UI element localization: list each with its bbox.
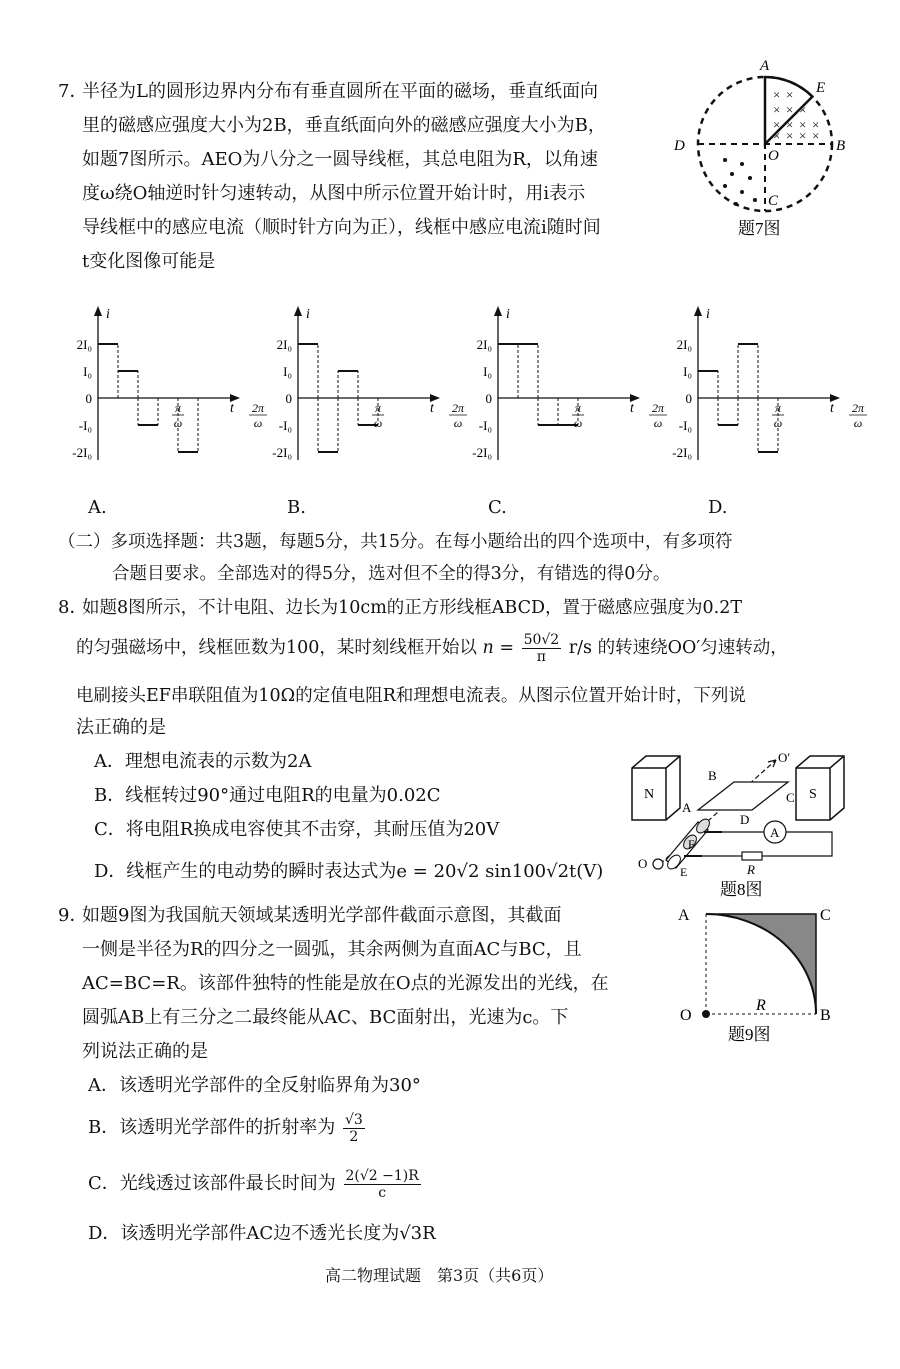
y-tick-2i0: 2I₀	[276, 337, 292, 352]
x-tick-pi-den: ω	[773, 416, 783, 430]
t-axis-label: t	[230, 401, 234, 416]
x-tick-2pi-num: 2π	[251, 401, 265, 415]
q9-option-c[interactable]	[88, 1166, 423, 1202]
i-axis-arrow	[94, 306, 102, 316]
x-tick-pi-den: ω	[573, 416, 583, 430]
q9-option-b-fraction	[343, 1112, 365, 1145]
q9-option-b-text: B．该透明光学部件的折射率为	[88, 1117, 336, 1138]
svg-text:×: ×	[812, 128, 820, 143]
fig8-label-b: B	[708, 768, 717, 783]
graph-c-option[interactable]	[451, 300, 665, 470]
i-axis-label: i	[706, 307, 710, 322]
q8-speed-numerator: 50√2	[523, 632, 560, 648]
svg-text:×: ×	[786, 128, 794, 143]
svg-text:×: ×	[799, 102, 807, 117]
q9-option-b-denominator: 2	[349, 1128, 359, 1145]
svg-text:×: ×	[773, 102, 781, 117]
fig9-label-o: O	[680, 1007, 692, 1024]
q9-option-a[interactable]: A．该透明光学部件的全反射临界角为30°	[88, 1075, 421, 1096]
y-tick-2i0: 2I₀	[676, 337, 692, 352]
section-2-line-1: （二）多项选择题：共3题，每题5分，共15分。在每小题给出的四个选项中，有多项符	[58, 532, 733, 552]
y-tick-minus-i0: -I₀	[478, 418, 492, 433]
q9-line-2: 一侧是半径为R的四分之一圆弧，其余两侧为直面AC与BC，且	[82, 939, 582, 960]
q9-line-5: 列说法正确的是	[82, 1041, 208, 1062]
x-tick-2pi-num: 2π	[651, 401, 665, 415]
i-axis-arrow	[294, 306, 302, 316]
n-pole-magnet	[632, 756, 680, 820]
fig9-caption: 题9图	[728, 1025, 771, 1044]
figure-7	[670, 52, 860, 242]
q9-line-3: AC=BC=R。该部件独特的性能是放在O点的光源发出的光线，在	[82, 973, 609, 994]
coil-abcd	[698, 782, 788, 810]
q8-line-2	[76, 630, 788, 666]
x-tick-2pi-num: 2π	[851, 401, 865, 415]
fig8-label-a: A	[682, 800, 692, 815]
y-tick-minus-2i0: -2I₀	[72, 445, 92, 460]
x-tick-2pi-den: ω	[653, 416, 663, 430]
q7-line-2: 里的磁感应强度大小为2B，垂直纸面向外的磁感应强度大小为B，	[82, 115, 606, 136]
q8-line-2-a: 的匀强磁场中，线框匝数为100，某时刻线框开始以	[76, 638, 477, 658]
fig9-label-r: R	[756, 997, 766, 1014]
q7-option-a[interactable]: A.	[88, 497, 107, 518]
y-tick-i0: I₀	[83, 364, 92, 379]
y-tick-i0: I₀	[283, 364, 292, 379]
fig8-label-o: O	[638, 856, 648, 871]
page-footer: 高二物理试题 第3页（共6页）	[325, 1266, 554, 1285]
q9-option-b[interactable]	[88, 1110, 367, 1146]
figure-8	[626, 752, 856, 902]
fig9-label-b: B	[820, 1007, 831, 1024]
fig9-label-c: C	[820, 907, 831, 924]
q7-line-1: 半径为L的圆形边界内分布有垂直圆所在平面的磁场，垂直纸面向	[82, 81, 598, 102]
q9-option-c-denominator: c	[378, 1184, 387, 1201]
q9-option-c-fraction	[344, 1168, 421, 1201]
q8-line-1: 如题8图所示，不计电阻、边长为10cm的正方形线框ABCD，置于磁感应强度为0.2T	[82, 598, 743, 618]
x-tick-pi-den: ω	[173, 416, 183, 430]
q7-option-b[interactable]: B.	[287, 497, 306, 518]
svg-text:×: ×	[773, 128, 781, 143]
x-tick-2pi-den: ω	[253, 416, 263, 430]
q8-line-3: 电刷接头EF串联阻值为10Ω的定值电阻R和理想电流表。从图示位置开始计时，下列说	[76, 686, 746, 706]
q7-line-4: 度ω绕O轴逆时针匀速转动，从图中所示位置开始计时，用i表示	[82, 183, 586, 204]
fig8-label-ammeter: A	[770, 825, 780, 840]
svg-text:×: ×	[786, 87, 794, 102]
q9-option-b-numerator: √3	[344, 1111, 363, 1128]
x-tick-pi-num: π	[774, 401, 782, 415]
svg-text:×: ×	[812, 117, 820, 132]
q8-option-d[interactable]: D．线框产生的电动势的瞬时表达式为e = 20√2 sin100√2t(V)	[94, 861, 604, 882]
q9-option-d[interactable]: D．该透明光学部件AC边不透光长度为√3R	[88, 1223, 436, 1244]
fig8-caption: 题8图	[720, 880, 763, 899]
i-axis-label: i	[306, 307, 310, 322]
q9-number: 9．	[58, 905, 88, 926]
graph-d-option[interactable]	[651, 300, 865, 470]
q8-speed-fraction	[522, 632, 562, 665]
y-tick-i0: I₀	[683, 364, 692, 379]
q9-line-4: 圆弧AB上有三分之二最终能从AC、BC面射出，光速为c。下	[82, 1007, 569, 1028]
y-tick-2i0: 2I₀	[476, 337, 492, 352]
q7-option-d[interactable]: D.	[708, 497, 728, 518]
svg-text:×: ×	[799, 117, 807, 132]
y-tick-minus-2i0: -2I₀	[472, 445, 492, 460]
resistor-r	[742, 852, 762, 860]
q9-option-c-numerator: 2(√2 −1)R	[345, 1167, 419, 1184]
fig8-label-n: N	[644, 787, 655, 802]
x-tick-2pi-den: ω	[853, 416, 863, 430]
q8-line-4: 法正确的是	[76, 717, 166, 738]
i-axis-arrow	[494, 306, 502, 316]
i-axis-arrow	[694, 306, 702, 316]
q8-line-2-b: r/s 的转速绕OO′匀速转动，	[568, 638, 788, 658]
fig8-label-o-prime: O′	[778, 750, 791, 765]
x-tick-2pi-den: ω	[453, 416, 463, 430]
fig8-label-r: R	[747, 862, 755, 877]
q9-option-c-text: C．光线透过该部件最长时间为	[88, 1173, 336, 1194]
fig7-label-d: D	[674, 138, 685, 154]
q8-option-c[interactable]: C．将电阻R换成电容使其不击穿，其耐压值为20V	[94, 819, 500, 840]
svg-text:×: ×	[773, 87, 781, 102]
y-tick-minus-i0: -I₀	[278, 418, 292, 433]
graph-a-option[interactable]	[54, 300, 265, 470]
svg-text:×: ×	[786, 117, 794, 132]
t-axis-label: t	[630, 401, 634, 416]
section-2-line-2: 合题目要求。全部选对的得5分，选对但不全的得3分，有错选的得0分。	[112, 564, 671, 584]
y-tick-minus-2i0: -2I₀	[672, 445, 692, 460]
x-tick-pi-den: ω	[373, 416, 383, 430]
y-tick-i0: I₀	[483, 364, 492, 379]
y-tick-0: 0	[85, 391, 92, 406]
q8-option-b[interactable]: B．线框转过90°通过电阻R的电量为0.02C	[94, 785, 441, 806]
q8-n-symbol: n =	[482, 638, 514, 658]
t-axis-label: t	[430, 401, 434, 416]
x-tick-pi-num: π	[374, 401, 382, 415]
i-axis-label: i	[106, 307, 110, 322]
y-tick-0: 0	[685, 391, 692, 406]
q7-number: 7．	[58, 81, 88, 102]
fig7-label-a: A	[760, 58, 770, 74]
fig7-label-e: E	[816, 80, 826, 96]
fig7-caption: 题7图	[738, 219, 781, 238]
figure-9	[676, 900, 846, 1050]
svg-text:×: ×	[786, 102, 794, 117]
q7-line-6: t变化图像可能是	[82, 251, 216, 272]
slip-rings	[653, 817, 712, 872]
light-source-o	[702, 1010, 710, 1018]
s-pole-magnet	[796, 756, 844, 820]
q9-line-1: 如题9图为我国航天领域某透明光学部件截面示意图，其截面	[82, 905, 562, 926]
y-tick-0: 0	[285, 391, 292, 406]
y-tick-minus-2i0: -2I₀	[272, 445, 292, 460]
i-axis-label: i	[506, 307, 510, 322]
svg-text:×: ×	[773, 117, 781, 132]
fig8-label-f: F	[688, 837, 695, 851]
fig8-label-d: D	[740, 812, 750, 827]
x-tick-pi-num: π	[574, 401, 582, 415]
q8-speed-denominator: π	[536, 649, 546, 665]
fig9-label-a: A	[678, 907, 690, 924]
q7-line-3: 如题7图所示。AEO为八分之一圆导线框，其总电阻为R，以角速	[82, 149, 598, 170]
graph-b-option[interactable]	[251, 300, 465, 470]
fig8-label-c: C	[786, 790, 795, 805]
fig7-label-o: O	[768, 148, 779, 164]
q7-option-c[interactable]: C.	[488, 497, 507, 518]
fig8-label-s: S	[809, 787, 817, 802]
fig7-label-b: B	[836, 138, 846, 154]
y-tick-minus-i0: -I₀	[78, 418, 92, 433]
t-axis-label: t	[830, 401, 834, 416]
q8-option-a[interactable]: A．理想电流表的示数为2A	[94, 751, 312, 772]
fig7-label-c: C	[768, 193, 779, 209]
x-tick-pi-num: π	[174, 401, 182, 415]
y-tick-2i0: 2I₀	[76, 337, 92, 352]
x-tick-2pi-num: 2π	[451, 401, 465, 415]
y-tick-0: 0	[485, 391, 492, 406]
y-tick-minus-i0: -I₀	[678, 418, 692, 433]
svg-text:×: ×	[799, 128, 807, 143]
q7-line-5: 导线框中的感应电流（顺时针方向为正），线框中感应电流i随时间	[82, 217, 601, 238]
fig8-label-e: E	[680, 865, 688, 879]
q8-number: 8．	[58, 597, 88, 618]
